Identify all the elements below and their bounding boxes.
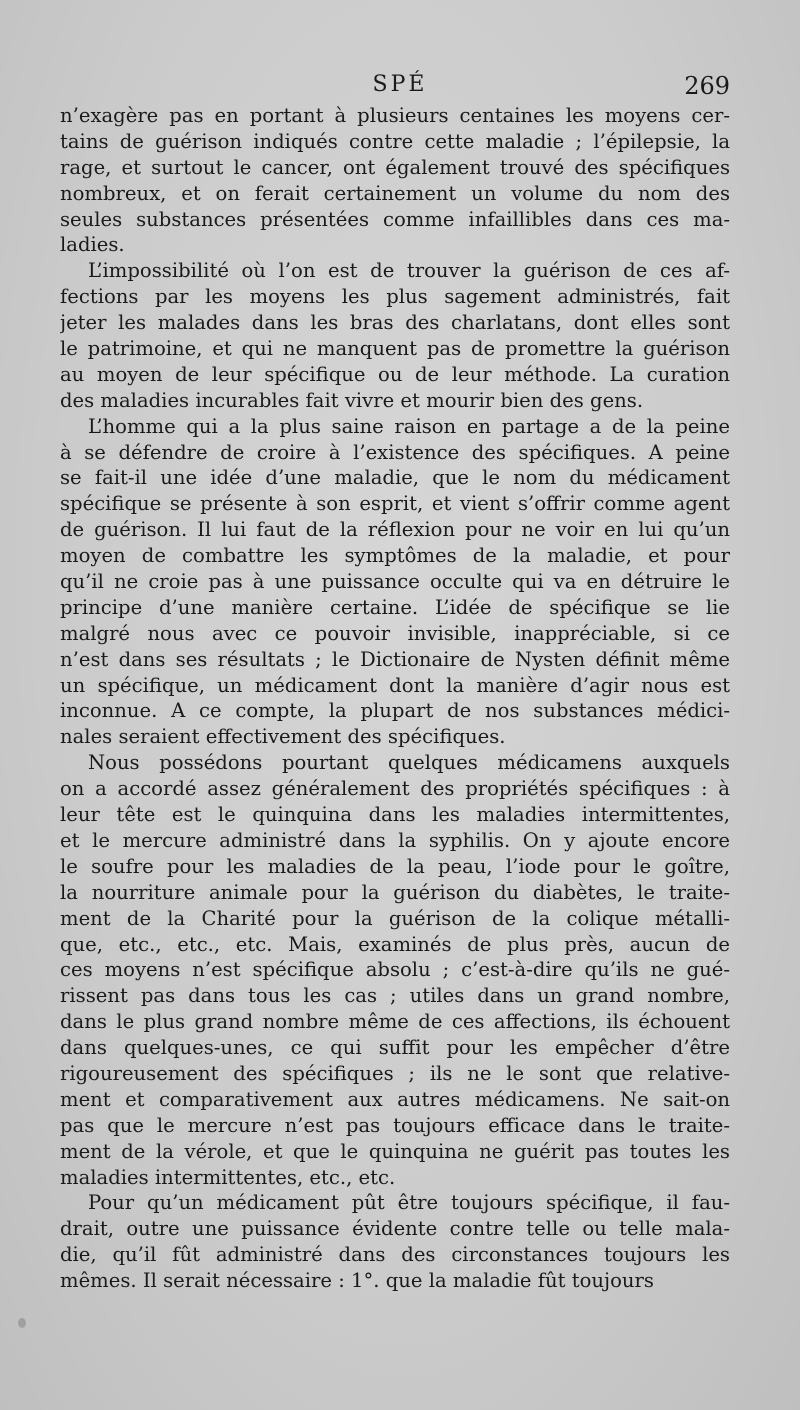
text-line: spécifique se présente à son esprit, et vient s’offrir comme agent [60, 492, 730, 516]
text-line: die, qu’il fût administré dans des circonstances toujours les [60, 1243, 730, 1267]
text-line: le patrimoine, et qui ne manquent pas de promettre la guérison [60, 337, 730, 361]
text-line: un spécifique, un médicament dont la manière d’agir nous est [60, 673, 730, 697]
text-line: jeter les malades dans les bras des charlatans, dont elles sont [60, 311, 730, 335]
text-line: le soufre pour les maladies de la peau, l’iode pour le goître, [60, 854, 730, 878]
body-text [60, 103, 730, 1294]
text-line: au moyen de leur spécifique ou de leur méthode. La curation [60, 362, 730, 386]
text-line: seules substances présentées comme infaillibles dans ces ma- [60, 207, 730, 231]
text-line: drait, outre une puissance évidente contre telle ou telle mala- [60, 1217, 730, 1241]
text-line: rigoureusement des spécifiques ; ils ne le sont que relative- [60, 1061, 730, 1085]
text-line: Pour qu’un médicament pût être toujours spécifique, il fau- [88, 1191, 730, 1215]
text-line: à se défendre de croire à l’existence des spécifiques. A peine [60, 440, 730, 464]
text-line: n’est dans ses résultats ; le Dictionaire de Nysten définit même [60, 647, 730, 671]
ink-spot [18, 1318, 26, 1328]
text-line: dans le plus grand nombre même de ces affections, ils échouent [60, 1010, 730, 1034]
text-line: ces moyens n’est spécifique absolu ; c’est-à-dire qu’ils ne gué- [60, 958, 730, 982]
text-line: se fait-il une idée d’une maladie, que le nom du médicament [60, 466, 730, 490]
text-line: moyen de combattre les symptômes de la maladie, et pour [60, 544, 730, 568]
text-line: inconnue. A ce compte, la plupart de nos substances médici- [60, 699, 730, 723]
paragraph [60, 258, 730, 413]
text-line: L’homme qui a la plus saine raison en partage a de la peine [88, 414, 730, 438]
text-line: pas que le mercure n’est pas toujours efficace dans le traite- [60, 1113, 730, 1137]
text-line: ment et comparativement aux autres médicamens. Ne sait-on [60, 1087, 730, 1111]
text-line: nombreux, et on ferait certainement un volume du nom des [60, 181, 730, 205]
paragraph [60, 103, 730, 258]
page-header [0, 72, 800, 102]
text-line: mêmes. Il serait nécessaire : 1°. que la maladie fût toujours [60, 1269, 654, 1293]
text-line: rissent pas dans tous les cas ; utiles dans un grand nombre, [60, 984, 730, 1008]
text-line: qu’il ne croie pas à une puissance occulte qui va en détruire le [60, 570, 730, 594]
text-line: ment de la Charité pour la guérison de la colique métalli- [60, 906, 730, 930]
text-line: maladies intermittentes, etc., etc. [60, 1165, 396, 1189]
text-line: Nous possédons pourtant quelques médicamens auxquels [88, 751, 730, 775]
text-line: ment de la vérole, et que le quinquina ne guérit pas toutes les [60, 1139, 730, 1163]
text-line: que, etc., etc., etc. Mais, examinés de plus près, aucun de [60, 932, 730, 956]
text-line: leur tête est le quinquina dans les maladies intermittentes, [60, 803, 730, 827]
running-head: SPÉ [372, 72, 428, 97]
text-line: rage, et surtout le cancer, ont également trouvé des spécifiques [60, 155, 730, 179]
text-line: la nourriture animale pour la guérison du diabètes, le traite- [60, 880, 730, 904]
text-line: ladies. [60, 233, 125, 257]
text-line: principe d’une manière certaine. L’idée de spécifique se lie [60, 595, 730, 619]
text-line: dans quelques-unes, ce qui suffit pour les empêcher d’être [60, 1036, 730, 1060]
text-line: n’exagère pas en portant à plusieurs centaines les moyens cer- [60, 104, 730, 127]
text-line: de guérison. Il lui faut de la réflexion pour ne voir en lui qu’un [60, 518, 730, 542]
text-line: tains de guérison indiqués contre cette maladie ; l’épilepsie, la [60, 129, 730, 153]
text-line: nales seraient effectivement des spécifiques. [60, 725, 506, 749]
text-line: des maladies incurables fait vivre et mourir bien des gens. [60, 388, 644, 412]
text-line: L’impossibilité où l’on est de trouver la guérison de ces af- [88, 259, 730, 283]
text-line: et le mercure administré dans la syphilis. On y ajoute encore [60, 828, 730, 852]
paragraph [60, 750, 730, 1190]
text-line: on a accordé assez généralement des propriétés spécifiques : à [60, 777, 730, 801]
page-number: 269 [684, 72, 730, 100]
text-line: malgré nous avec ce pouvoir invisible, inappréciable, si ce [60, 621, 730, 645]
paragraph [60, 414, 730, 751]
paragraph [60, 1190, 730, 1294]
text-line: fections par les moyens les plus sagement administrés, fait [60, 285, 730, 309]
